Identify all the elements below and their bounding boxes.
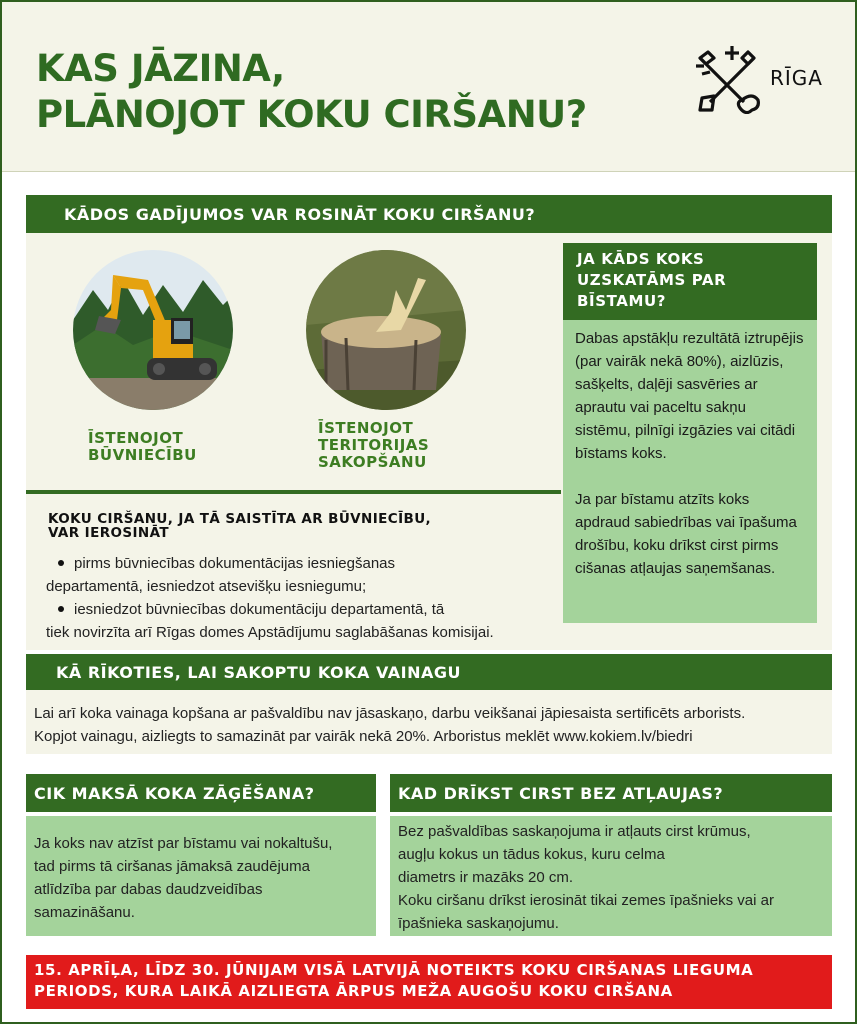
crown-heading bbox=[26, 654, 832, 690]
cost-line-4: samazināšanu. bbox=[34, 904, 135, 921]
caption-construction bbox=[88, 430, 197, 464]
tree-stump-illustration bbox=[306, 250, 466, 410]
cost-line-1: Ja koks nav atzīst par bīstamu vai nokaltušu, bbox=[34, 835, 333, 852]
restriction-banner bbox=[26, 955, 832, 1009]
no-permit-heading bbox=[390, 774, 832, 812]
no-permit-line-3: diametrs ir mazāks 20 cm. bbox=[398, 869, 574, 886]
no-permit-line-5: īpašnieka saskaņojumu. bbox=[398, 915, 559, 932]
no-permit-line-4: Koku ciršanu drīkst ierosināt tikai zemes īpašnieks vai ar bbox=[398, 892, 774, 909]
cost-heading bbox=[26, 774, 376, 812]
construction-subheading bbox=[48, 512, 518, 540]
dangerous-heading-line-2: UZSKATĀMS PAR bbox=[577, 271, 727, 289]
title-line-2: PLĀNOJOT KOKU CIRŠANU? bbox=[36, 93, 587, 136]
cost-line-3: atlīdzība par dabas daudzveidības bbox=[34, 881, 263, 898]
crown-line-1: Lai arī koka vainaga kopšana ar pašvaldību nav jāsaskaņo, darbu veikšanai jāpiesaista sertificēts arborists. bbox=[34, 705, 746, 722]
riga-logo bbox=[692, 44, 832, 114]
bullet2-line1: iesniedzot būvniecības dokumentāciju departamentā, tā bbox=[74, 601, 445, 618]
no-permit-body bbox=[390, 816, 832, 936]
poster-header bbox=[2, 2, 855, 172]
construction-subheading-line-1: KOKU CIRŠANU, JA TĀ SAISTĪTA AR BŪVNIECĪBU, bbox=[48, 511, 432, 527]
caption-territory-line-2: TERITORIJAS bbox=[318, 436, 430, 454]
cost-heading-text: CIK MAKSĀ KOKA ZĀĢĒŠANA? bbox=[34, 783, 315, 803]
crown-line-2: Kopjot vainagu, aizliegts to samazināt par vairāk nekā 20%. Arboristus meklēt www.kokiem.lv/biedri bbox=[34, 728, 693, 745]
crown-panel bbox=[26, 690, 832, 754]
section-cases-heading bbox=[26, 195, 832, 233]
banner-line-2: PERIODS, KURA LAIKĀ AIZLIEGTA ĀRPUS MEŽA AUGOŠU KOKU CIRŠANA bbox=[34, 982, 673, 1000]
construction-bullet-list bbox=[46, 552, 556, 644]
no-permit-line-1: Bez pašvaldības saskaņojuma ir atļauts cirst krūmus, bbox=[398, 823, 751, 840]
no-permit-heading-text: KAD DRĪKST CIRST BEZ ATĻAUJAS? bbox=[398, 783, 724, 803]
no-permit-line-2: augļu kokus un tādus kokus, kuru celma bbox=[398, 846, 665, 863]
bullet-dot-icon bbox=[58, 606, 64, 612]
bullet1-line2: departamentā, iesniedzot atsevišķu iesniegumu; bbox=[46, 578, 367, 595]
caption-construction-line-2: BŪVNIECĪBU bbox=[88, 446, 197, 464]
bullet-dot-icon bbox=[58, 560, 64, 566]
tree-stump-photo bbox=[306, 250, 466, 410]
construction-subheading-line-2: VAR IEROSINĀT bbox=[48, 525, 170, 541]
bullet1-line1: pirms būvniecības dokumentācijas iesniegšanas bbox=[74, 555, 396, 572]
riga-crossed-keys-cross-icon bbox=[692, 44, 762, 114]
dangerous-heading-line-1: JA KĀDS KOKS bbox=[577, 250, 705, 268]
dangerous-paragraph-1: Dabas apstākļu rezultātā iztrupējis (par vairāk nekā 80%), aizlūzis, sašķelts, daļēji sasvēries ar aprautu vai paceltu sakņu sistēmu, pilnīgi izgāzies vai citādi bīstams koks. bbox=[575, 330, 804, 462]
caption-territory-line-3: SAKOPŠANU bbox=[318, 453, 427, 471]
excavator-photo bbox=[73, 250, 233, 410]
dangerous-heading-line-3: BĪSTAMU? bbox=[577, 292, 667, 310]
dangerous-paragraph-2: Ja par bīstamu atzīts koks apdraud sabiedrības vai īpašuma drošību, koku drīkst cirst pirms cišanas atļaujas saņemšanas. bbox=[575, 491, 797, 577]
caption-territory bbox=[318, 420, 429, 471]
list-item bbox=[46, 598, 556, 621]
dangerous-body bbox=[563, 320, 817, 623]
cost-body bbox=[26, 816, 376, 936]
cost-line-2: tad pirms tā ciršanas jāmaksā zaudējuma bbox=[34, 858, 310, 875]
crown-heading-text: KĀ RĪKOTIES, LAI SAKOPTU KOKA VAINAGU bbox=[56, 662, 462, 682]
caption-construction-line-1: ĪSTENOJOT bbox=[88, 429, 184, 447]
banner-line-1: 15. APRĪĻA, LĪDZ 30. JŪNIJAM VISĀ LATVIJĀ NOTEIKTS KOKU CIRŠANAS LIEGUMA bbox=[34, 961, 754, 979]
dangerous-heading bbox=[563, 243, 817, 320]
section-divider bbox=[26, 490, 561, 494]
title-line-1: KAS JĀZINA, bbox=[36, 47, 285, 90]
logo-text: RĪGA bbox=[770, 66, 823, 90]
list-item bbox=[46, 552, 556, 575]
section-cases-heading-text: KĀDOS GADĪJUMOS VAR ROSINĀT KOKU CIRŠANU? bbox=[64, 204, 536, 224]
bullet2-line2: tiek novirzīta arī Rīgas domes Apstādījumu saglabāšanas komisijai. bbox=[46, 624, 494, 641]
excavator-illustration bbox=[73, 250, 233, 410]
page-title bbox=[36, 46, 587, 138]
caption-territory-line-1: ĪSTENOJOT bbox=[318, 419, 414, 437]
